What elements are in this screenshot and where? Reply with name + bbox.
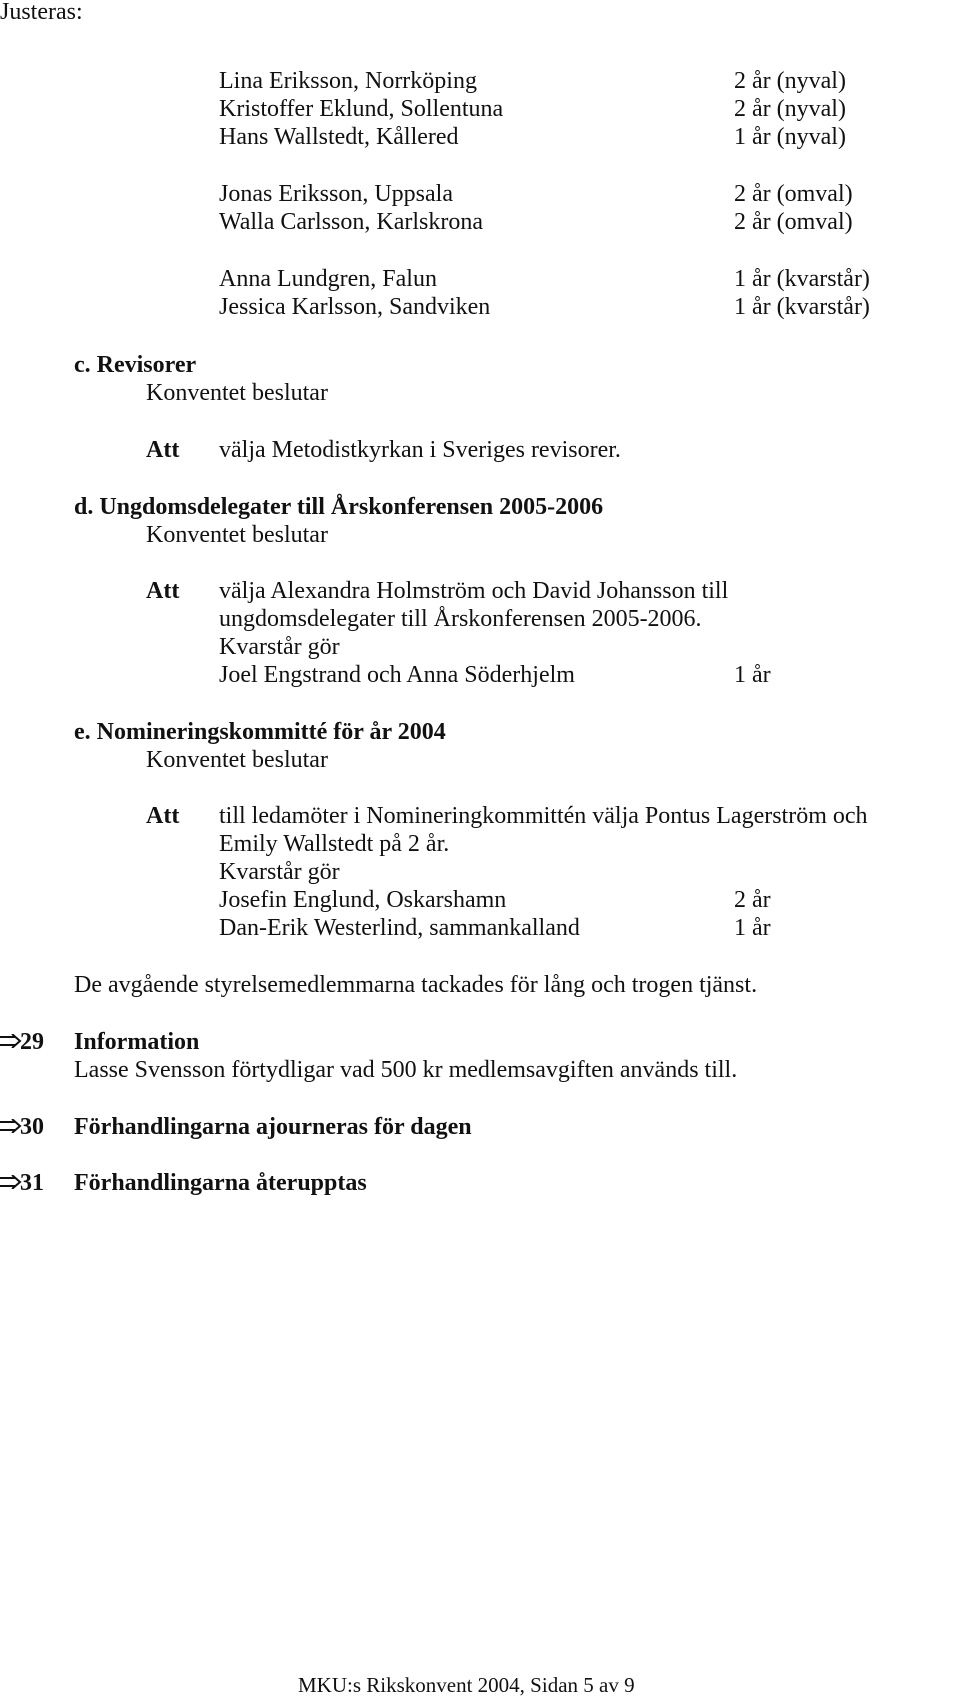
member-term: 1 år (kvarstår) [734, 266, 870, 292]
member-name: Kristoffer Eklund, Sollentuna [219, 96, 504, 122]
item-number: 31 [20, 1170, 44, 1196]
remaining-name: Dan-Erik Westerlind, sammankalland [219, 915, 580, 941]
att-label: Att [146, 578, 180, 604]
arrow-icon [0, 1034, 22, 1048]
member-term: 2 år (omval) [734, 209, 853, 235]
thanks-text: De avgående styrelsemedlemmarna tackades för lång och trogen tjänst. [74, 972, 758, 998]
member-term: 2 år (omval) [734, 181, 853, 207]
item-number: 29 [20, 1029, 44, 1055]
att-label: Att [146, 437, 180, 463]
decision-text-line: till ledamöter i Nomineringkommittén välja Pontus Lagerström och [219, 803, 868, 829]
member-name: Walla Carlsson, Karlskrona [219, 209, 483, 235]
remaining-name: Josefin Englund, Oskarshamn [219, 887, 507, 913]
att-label: Att [146, 803, 180, 829]
member-name: Hans Wallstedt, Kållered [219, 124, 459, 150]
item-text: Lasse Svensson förtydligar vad 500 kr medlemsavgiften används till. [74, 1057, 738, 1083]
item-number: 30 [20, 1114, 44, 1140]
member-name: Lina Eriksson, Norrköping [219, 68, 477, 94]
item-title: Förhandlingarna återupptas [74, 1170, 367, 1196]
member-name: Anna Lundgren, Falun [219, 266, 437, 292]
member-term: 1 år (nyval) [734, 124, 846, 150]
remaining-term: 1 år [734, 662, 771, 688]
remaining-term: 2 år [734, 887, 771, 913]
remains-label: Kvarstår gör [219, 634, 340, 660]
remaining-name: Joel Engstrand och Anna Söderhjelm [219, 662, 575, 688]
member-term: 2 år (nyval) [734, 68, 846, 94]
member-name: Jonas Eriksson, Uppsala [219, 181, 453, 207]
justeras-label: Justeras: [0, 0, 83, 25]
decision-text-line: ungdomsdelegater till Årskonferensen 2005-2006. [219, 606, 702, 632]
decision-label: Konventet beslutar [146, 380, 328, 406]
arrow-icon [0, 1175, 22, 1189]
page-footer: MKU:s Rikskonvent 2004, Sidan 5 av 9 [298, 1673, 635, 1697]
section-d-heading: d. Ungdomsdelegater till Årskonferensen 2005-2006 [74, 494, 604, 520]
decision-label: Konventet beslutar [146, 747, 328, 773]
decision-text-line: välja Alexandra Holmström och David Johansson till [219, 578, 729, 604]
remaining-term: 1 år [734, 915, 771, 941]
decision-text: välja Metodistkyrkan i Sveriges revisorer. [219, 437, 621, 463]
item-title: Information [74, 1029, 200, 1055]
member-term: 1 år (kvarstår) [734, 294, 870, 320]
member-term: 2 år (nyval) [734, 96, 846, 122]
section-e-heading: e. Nomineringskommitté för år 2004 [74, 719, 446, 745]
member-name: Jessica Karlsson, Sandviken [219, 294, 491, 320]
decision-text-line: Emily Wallstedt på 2 år. [219, 831, 450, 857]
remains-label: Kvarstår gör [219, 859, 340, 885]
arrow-icon [0, 1119, 22, 1133]
section-c-heading: c. Revisorer [74, 352, 197, 378]
item-title: Förhandlingarna ajourneras för dagen [74, 1114, 472, 1140]
decision-label: Konventet beslutar [146, 522, 328, 548]
